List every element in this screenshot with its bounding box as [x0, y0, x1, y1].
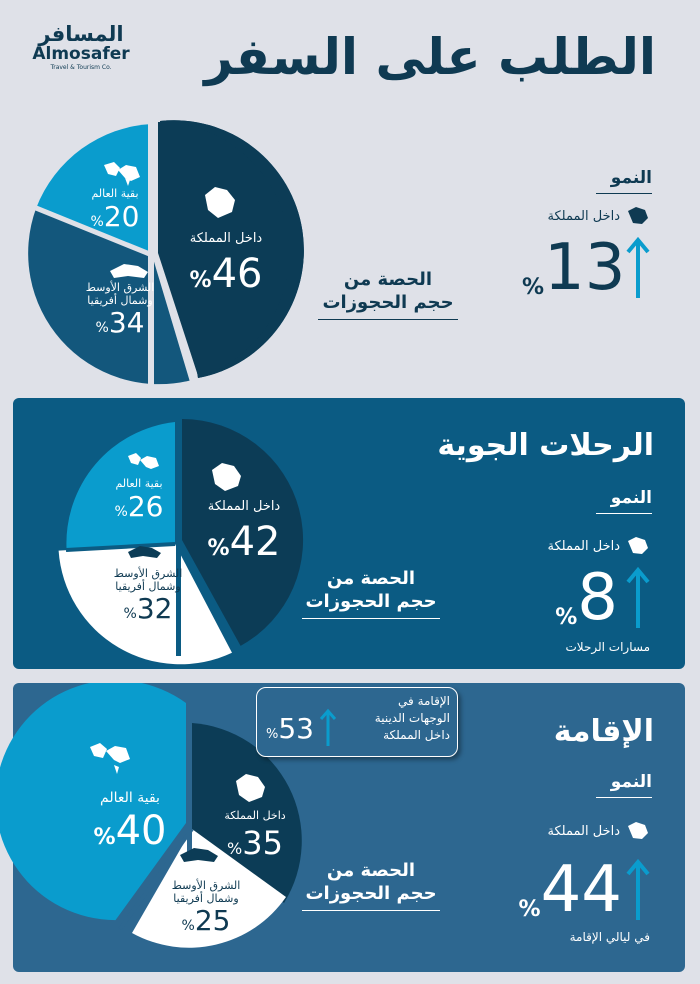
page-title: الطلب على السفر	[204, 28, 656, 86]
travel-share-title: الحصة من حجم الحجوزات	[318, 268, 458, 320]
callout-up-arrow-icon	[318, 708, 338, 748]
flights-growth-heading: النمو	[596, 488, 652, 514]
growth-up-arrow-icon	[624, 566, 652, 630]
stay-growth-heading: النمو	[596, 772, 652, 798]
flights-pie-label-world: بقية العالم %26	[114, 477, 164, 523]
flights-growth-value: %8	[555, 561, 618, 635]
travel-pie-label-kingdom: داخل المملكة %46	[189, 231, 263, 297]
stay-title: الإقامة	[553, 714, 654, 749]
flights-share-title: الحصة من حجم الحجوزات	[302, 567, 440, 619]
flights-pie-label-mena: الشرق الأوسط وشمال أفريقيا %32	[113, 567, 183, 626]
travel-pie-label-mena: الشرق الأوسط وشمال أفريقيا %34	[85, 281, 155, 340]
stay-pie-label-world: بقية العالم %40	[93, 790, 167, 855]
callout-text: الإقامة في الوجهات الدينية داخل المملكة	[374, 694, 450, 742]
stay-pie-label-mena: الشرق الأوسط وشمال أفريقيا %25	[171, 879, 241, 938]
travel-growth-heading: النمو	[596, 168, 652, 194]
flights-growth-scope: داخل المملكة	[547, 539, 620, 554]
travel-growth-scope: داخل المملكة	[547, 209, 620, 224]
callout-value: %53	[266, 712, 314, 745]
travel-growth-value: %13	[522, 231, 626, 305]
saudi-map-icon	[624, 205, 650, 227]
stay-growth-value: %44	[518, 853, 622, 927]
travel-pie-label-world: بقية العالم %20	[90, 187, 140, 233]
flights-title: الرحلات الجوية	[437, 428, 654, 463]
growth-up-arrow-icon	[624, 858, 652, 922]
stay-growth-caption: في ليالي الإقامة	[569, 930, 650, 944]
stay-growth-scope: داخل المملكة	[547, 824, 620, 839]
saudi-map-icon	[624, 535, 650, 557]
logo-arabic: المسافر	[38, 22, 124, 46]
logo-english: Almosafer	[32, 44, 130, 64]
stay-share-title: الحصة من حجم الحجوزات	[302, 859, 440, 911]
flights-pie-label-kingdom: داخل المملكة %42	[207, 499, 281, 565]
saudi-map-icon	[624, 820, 650, 842]
stay-pie-label-kingdom: داخل المملكة %35	[224, 809, 286, 862]
growth-up-arrow-icon	[624, 236, 652, 300]
logo-subtitle: Travel & Tourism Co.	[50, 63, 112, 71]
flights-growth-caption: مسارات الرحلات	[565, 640, 650, 654]
